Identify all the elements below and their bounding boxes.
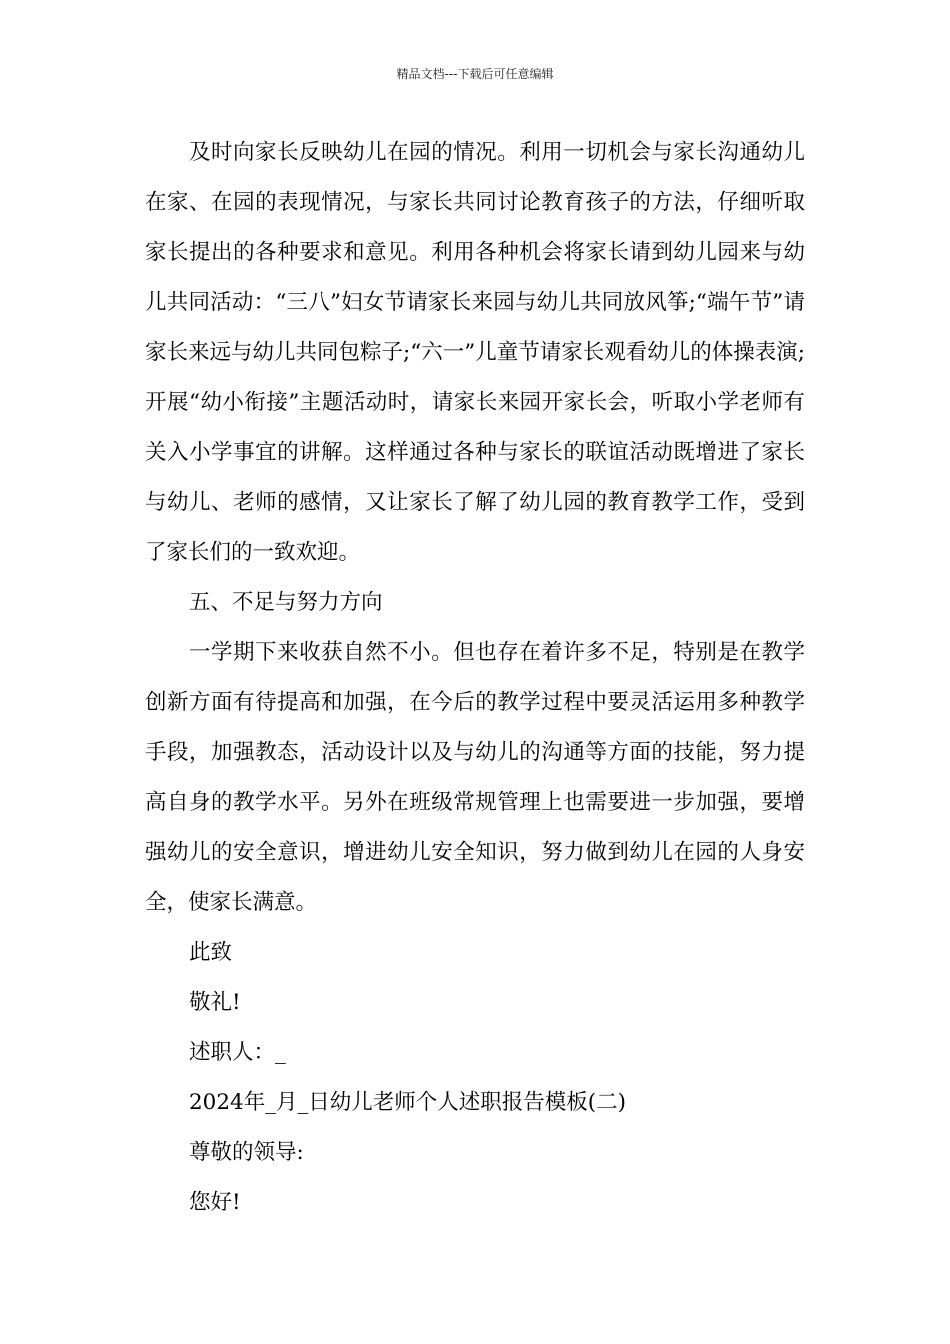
date-and-title-line: 2024年_月_日幼儿老师个人述职报告模板(二): [189, 1090, 626, 1115]
closing-regards: 敬礼!: [189, 990, 241, 1015]
document-body: [145, 128, 805, 1228]
closing-salutation: 此致: [189, 940, 233, 965]
greeting-line: 尊敬的领导:: [189, 1140, 304, 1165]
page-header: 精品文档---下载后可任意编辑: [396, 67, 554, 81]
paragraph-shortcomings: 一学期下来收获自然不小。但也存在着许多不足，特别是在教学创新方面有待提高和加强，在今后的教学过程中要灵活运用多种教学手段，加强教态，活动设计以及与幼儿的沟通等方面的技能，努力提高自身的教学水平。另外在班级常规管理上也需要进一步加强，要增强幼儿的安全意识，增进幼儿安全知识，努力做到幼儿在园的人身安全，使家长满意。: [145, 640, 805, 915]
signature-line: 述职人：_: [189, 1040, 286, 1065]
paragraph-parent-communication: 及时向家长反映幼儿在园的情况。利用一切机会与家长沟通幼儿在家、在园的表现情况，与家长共同讨论教育孩子的方法，仔细听取家长提出的各种要求和意见。利用各种机会将家长请到幼儿园来与幼儿共同活动：“三八”妇女节请家长来园与幼儿共同放风筝;“端午节”请家长来远与幼儿共同包粽子;“六一”儿童节请家长观看幼儿的体操表演;开展“幼小衔接”主题活动时，请家长来园开家长会，听取小学老师有关入小学事宜的讲解。这样通过各种与家长的联谊活动既增进了家长与幼儿、老师的感情，又让家长了解了幼儿园的教育教学工作，受到了家长们的一致欢迎。: [145, 140, 805, 565]
section-heading-shortcomings: 五、不足与努力方向: [189, 590, 383, 615]
hello-line: 您好!: [189, 1190, 241, 1215]
